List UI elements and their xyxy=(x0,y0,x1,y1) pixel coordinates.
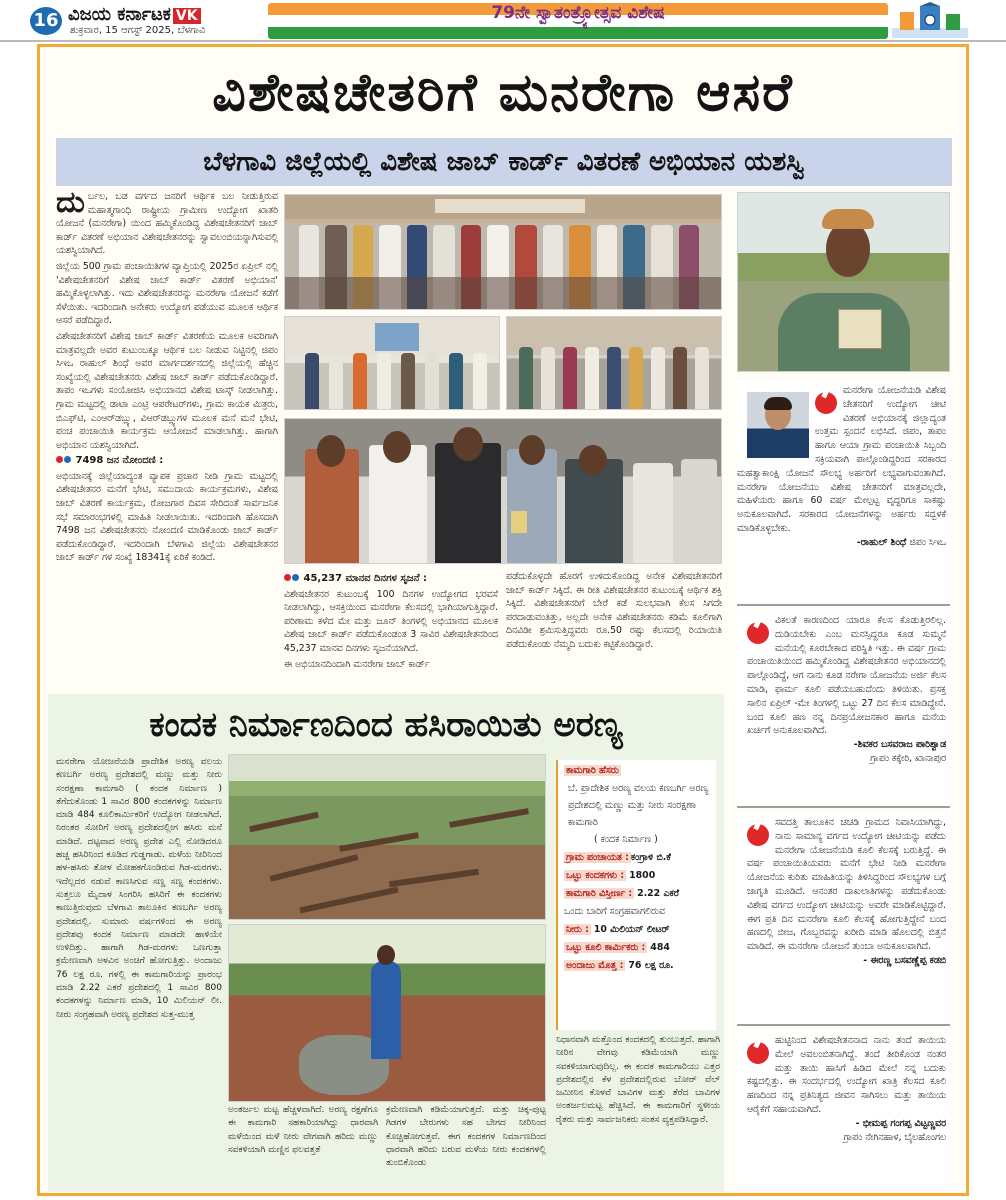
article-paragraph: ವಿಶೇಷಚೇತನರಿಗೆ ವಿಶೇಷ ಜಾಬ್ ಕಾರ್ಡ್ ವಿತರಣೆಯ ಮೂಲಕ ಅವರಿಗಾಗಿ ಮಾತ್ರವಲ್ಲದೇ ಅವರ ಕುಟುಂಬಕ್ಕೂ ಆರ್ಥಿಕ ಬಲ ನೀಡುವ ನಿಟ್ಟಿನಲ್ಲಿ ಜಿಪಂ ಸಿಇಒ ರಾಹುಲ್ ಶಿಂಧೆ ಅವರ ಮಾರ್ಗದರ್ಶನದಲ್ಲಿ ಜಿಲ್ಲೆಯಲ್ಲಿ ಹೆಚ್ಚಿನ ಸಂಖ್ಯೆಯಲ್ಲಿ ವಿಶೇಷಚೇತನರು ವಿಶೇಷ ಜಾಬ್ ಕಾರ್ಡ್ ಪಡೆದುಕೊಂಡಿದ್ದಾರೆ. ತಾಪಂ ಇಒಗಳು ಸಂಯೋಜಿಸಿ ಅಭಿಯಾನದ ವಿಶೇಷ ಟಾಸ್ಕ್ ನೀಡಲಾಗಿತ್ತು. ಗ್ರಾಮ ಮಟ್ಟದಲ್ಲಿ ಡಾಟಾ ಎಂಟ್ರಿ ಆಪರೇಟರ್‌ಗಳು, ಗ್ರಾಮ ಕಾಯಕ ಮಿತ್ರರು, ಬಿಎಫ್‌ಟಿ, ಎಂಆರ್‌ಡಬ್ಲ್ಯು, ವಿಆರ್‌ಡಬ್ಲ್ಯುಗಳ ಮೂಲಕ ಮನೆ ಮನೆ ಭೇಟಿ, ಪಂಚ ಪಂಚಾಯಿತಿ ಕಾರ್ಯಕ್ರಮ ಆಯೋಜನೆ ಮಾಡಲಾಗಿತ್ತು. ಹಾಗಾಗಿ ಅಭಿಯಾನ ಯಶಸ್ವಿಯಾಗಿದೆ. xyxy=(56,330,278,451)
article-paragraph: ನಿಧಾನವಾಗಿ ಮತ್ತೊಂದ ಕಂದಕದಲ್ಲಿ ತುಂಬುತ್ತದೆ. ಹಾಗಾಗಿ ನೀರಿನ ವೇಗವು ಕಡಿಮೆಯಾಗಿ ಮಣ್ಣು ಸವಕಳಿಯಾಗುವುದಿಲ್ಲ. ಈ ಕಂದಕ ಕಾಮಗಾರಿಯು ಎತ್ತರ ಪ್ರದೇಶದಲ್ಲಿನ ಕೆಳ ಪ್ರದೇಶದಲ್ಲಿರುವ ಬೋರ್ ವೆಲ್ ಜಮೀನಿನ ಕೊಳವೆ ಬಾವಿಗಳ ಮತ್ತು ತೆರೆದ ಬಾವಿಗಳ ಅಂತರ್ಜಲಮಟ್ಟ ಹೆಚ್ಚಿಸಿದೆ. ಈ ಕಾಮಗಾರಿಗೆ ಸ್ಥಳೀಯ ರೈತರು ಮತ್ತು ಸಾರ್ವಜನಿಕರು ಸಂತಸ ವ್ಯಕ್ತಪಡಿಸಿದ್ದಾರೆ. xyxy=(556,1035,720,1125)
project-facts-box xyxy=(556,760,716,1030)
quote-mark-icon xyxy=(747,622,769,644)
fact-value: ಕಂಗ್ರಾಳಿ ಬಿ.ಕೆ xyxy=(630,852,671,863)
fact-label: ಗ್ರಾಮ ಪಂಚಾಯತ : xyxy=(566,852,629,863)
quote-attribution xyxy=(747,1117,946,1145)
lead-column-1 xyxy=(56,190,278,688)
group-photo xyxy=(284,194,722,310)
quote-place: ಜಿಪಂ ಸಿಇಒ xyxy=(909,536,946,548)
fact-value: ( ಕಂದಕ ನಿರ್ಮಾಣ ) xyxy=(594,834,658,845)
quote-box-1 xyxy=(737,380,950,606)
bullet-icon xyxy=(64,456,71,463)
pond-photo xyxy=(228,924,546,1102)
fact-label: ಅಂದಾಜು ಮೊತ್ತ : xyxy=(566,960,624,971)
bullet-icon xyxy=(284,574,291,581)
paper-badge: VK xyxy=(173,8,201,24)
fact-label: ಕಾಮಗಾರಿ ಹೆಸರು xyxy=(566,765,619,776)
article-paragraph: ಪಡೆದುಕೊಳ್ಳದೇ ಹೊರಗೆ ಉಳಿದುಕೊಂಡಿದ್ದ ಅನೇಕ ವಿಶೇಷಚೇತನರಿಗೆ ಜಾಬ್ ಕಾರ್ಡ್ ಸಿಕ್ಕಿದೆ. ಈ ರೀತಿ ವಿಶೇಷಚೇತನರ ಕುಟುಂಬಕ್ಕೆ ಆರ್ಥಿಕ ಶಕ್ತಿ ಸಿಕ್ಕಿದೆ. ವಿಶೇಷಚೇತನರಿಗೆ ಬೇರೆ ಕಡೆ ಸುಲಭವಾಗಿ ಕೆಲಸ ಸಿಗದೇ ಪರದಾಡುವಂತಿತ್ತು, ಅಲ್ಲದೇ ಅನೇಕ ವಿಶೇಷಚೇತನರು ಕಡಿಮೆ ಕೂಲಿಗಾಗಿ ದಿನವಿಡೀ ಶ್ರಮಿಸುತ್ತಿದ್ದವರು ರೂ.50 ರಷ್ಟು ಕೆಲಸದಲ್ಲಿ ರಿಯಾಯಿತಿ ಪಡೆದುಕೊಂಡು ನೆಮ್ಮದಿ ಬದುಕು ಕಟ್ಟಿಕೊಂಡಿದ್ದಾರೆ. xyxy=(506,571,722,650)
quote-name: -ರಾಹುಲ್ ಶಿಂಧೆ xyxy=(856,536,907,548)
quote-mark-icon xyxy=(747,824,769,846)
fact-label: ನೀರು : xyxy=(566,924,589,935)
article-paragraph: ಈ ಅಭಿಯಾನದಿಂದಾಗಿ ಮನರೇಗಾ ಜಾಬ್ ಕಾರ್ಡ್ xyxy=(284,658,430,670)
avatar xyxy=(747,392,809,458)
paper-name: ವಿಜಯ ಕರ್ನಾಟಕ xyxy=(68,4,171,25)
quote-text: ಮನರೇಗಾ ಯೋಜನೆಯಡಿ ವಿಶೇಷ ಚೇತನರಿಗೆ ಉದ್ಯೋಗ ಚೀಟಿ ವಿತರಣೆ ಅಭಿಯಾನಕ್ಕೆ ಜಿಲ್ಲಾದ್ಯಂತ ಉತ್ತಮ ಸ್ಪಂದನೆ ಲಭಿಸಿದೆ. ಜಿಪಂ, ತಾಪಂ ಹಾಗೂ ಆಯಾ ಗ್ರಾಮ ಪಂಚಾಯಿತಿ ಸಿಬ್ಬಂದಿ ಸಕ್ರಿಯವಾಗಿ ಪಾಲ್ಗೊಂಡಿದ್ದರಿಂದ ಸರಕಾರದ ಮಹತ್ವಾಕಾಂಕ್ಷಿ ಯೋಜನೆ ಸೌಲಭ್ಯ ಅರ್ಹರಿಗೆ ಲಭ್ಯವಾಗುವಂತಾಗಿದೆ. ಮನರೇಗಾ ಯೋಜನೆಯು ವಿಶೇಷ ಚೇತನರಿಗೆ ಮಾತ್ರವಲ್ಲದೇ, ಮಹಿಳೆಯರು ಹಾಗೂ 60 ವರ್ಷ ಮೇಲ್ಪಟ್ಟ ವೃದ್ಧರಿಗೂ ಸಾಕಷ್ಟು ಅನುಕೂಲವಾಗಿದೆ. ಸರಕಾರದ ಯೋಜನೆಗಳನ್ನು ಅರ್ಹರು ಸದ್ಬಳಕೆ ಮಾಡಿಕೊಳ್ಳಬೇಕು. xyxy=(737,385,946,534)
office-photo xyxy=(506,316,722,410)
quote-box-4 xyxy=(737,1030,950,1188)
article-paragraph: ವಿಶೇಷಚೇತನರ ಕುಟುಂಬಕ್ಕೆ 100 ದಿನಗಳ ಉದ್ಯೋಗದ ಭರವಸೆ ನೀಡಲಾಗಿದ್ದು, ಆಸಕ್ತಿಯಿಂದ ಮನರೇಗಾ ಕೆಲಸದಲ್ಲಿ ಭಾಗಿಯಾಗುತ್ತಿದ್ದಾರೆ. ಪರಿಣಾಮ ಕಳೆದ ಮೇ ಮತ್ತು ಜೂನ್ ತಿಂಗಳಲ್ಲಿ ಅಭಿಯಾನದ ಮೂಲಕ ವಿಶೇಷ ಜಾಬ್ ಕಾರ್ಡ್ ಪಡೆದುಕೊಂಡಂತ 3 ಸಾವಿರ ವಿಶೇಷಚೇತನರಿಂದ 45,237 ಮಾನವ ದಿನಗಳು ಸೃಜನೆಯಾಗಿದೆ. xyxy=(284,588,498,654)
quote-attribution xyxy=(747,954,946,968)
dateline: ಶುಕ್ರವಾರ, 15 ಆಗಸ್ಟ್ 2025, ಬೆಳಗಾವಿ xyxy=(70,25,206,36)
forest-column-3 xyxy=(386,1104,546,1188)
fact-label: ಕಾಮಗಾರಿ ವಿಸ್ತೀರ್ಣ : xyxy=(566,888,633,899)
quote-name: -ಶಿವಕರ ಬಸವರಾಜ ಪಾರಿಶ್ವಾಡ xyxy=(853,739,946,751)
subhead-text: 7498 ಜನ ನೋಂದಣಿ : xyxy=(75,455,164,467)
quote-box-2 xyxy=(737,610,950,808)
bullet-icon xyxy=(56,456,63,463)
forest-story-headline: ಕಂದಕ ನಿರ್ಮಾಣದಿಂದ ಹಸಿರಾಯಿತು ಅರಣ್ಯ xyxy=(149,705,623,745)
quote-text: ಹುಟ್ಟಿನಿಂದ ವಿಶೇಷಚೇತನನಾದ ನಾನು ತಂದೆ ತಾಯಿಯ ಮೇಲೆ ಅವಲಂಬಿತನಾಗಿದ್ದೆ. ತಂದೆ ತೀರಿಕೊಂಡ ನಂತರ ಮತ್ತು ತಾಯಿ ಹಾಸಿಗೆ ಹಿಡಿದ ಮೇಲೆ ನನ್ನ ಬದುಕು ಕಷ್ಟದಲ್ಲಿತ್ತು. ಈ ಸಂದರ್ಭದಲ್ಲಿ ಉದ್ಯೋಗ ಖಾತ್ರಿ ಕೆಲಸದ ಕೂಲಿ ಹಣದಿಂದ ನನ್ನ ಪ್ರತಿನಿತ್ಯದ ಜೀವನ ಸಾಗಿಸಲು ಮತ್ತು ತಾಯಿಯ ಆರೈಕೆಗೆ ಸಹಾಯವಾಗಿದೆ. xyxy=(747,1035,946,1115)
section-subhead xyxy=(56,454,278,468)
masthead xyxy=(0,0,1006,42)
dropcap: ದು xyxy=(56,190,85,220)
lead-column-2 xyxy=(284,570,498,688)
page-subheadline: ಬೆಳಗಾವಿ ಜಿಲ್ಲೆಯಲ್ಲಿ ವಿಶೇಷ ಜಾಬ್ ಕಾರ್ಡ್ ವಿತರಣೆ ಅಭಿಯಾನ ಯಶಸ್ವಿ xyxy=(56,138,952,186)
section-subhead xyxy=(284,572,498,586)
farmer-photo xyxy=(737,192,950,372)
quote-name: - ಈರಣ್ಣ ಬಸವಣ್ಣೆಪ್ಪ ಕಡಬಿ xyxy=(863,954,946,966)
forest-column-4 xyxy=(556,1034,720,1188)
article-paragraph: ಜಿಲ್ಲೆಯ 500 ಗ್ರಾಮ ಪಂಚಾಯಿತಿಗಳ ವ್ಯಾಪ್ತಿಯಲ್ಲಿ 2025ರ ಏಪ್ರಿಲ್ ನಲ್ಲಿ 'ವಿಶೇಷಚೇತನರಿಗೆ ವಿಶೇಷ ಜಾಬ್ ಕಾರ್ಡ್ ವಿತರಣೆ ಅಭಿಯಾನ' ಹಮ್ಮಿಕೊಳ್ಳಲಾಗಿತ್ತು. ಇದು ವಿಶೇಷಚೇತನರನ್ನು ಮನರೇಗಾ ಯೋಜನೆ ಕಡೆಗೆ ಸೆಳೆಯಿತು. ಇದರಿಂದಾಗಿ ಅನೇಕರು ಉದ್ಯೋಗ ಪಡೆಯುವ ಮೂಲಕ ಆರ್ಥಿಕ ಆಸರೆ ಪಡೆದಿದ್ದಾರೆ. xyxy=(56,260,278,327)
trench-photo xyxy=(228,754,546,920)
fact-value: ಬೆ. xyxy=(568,783,578,794)
fact-value: 76 ಲಕ್ಷ ರೂ. xyxy=(628,960,674,971)
page-headline: ವಿಶೇಷಚೇತರಿಗೆ ಮನರೇಗಾ ಆಸರೆ xyxy=(212,63,794,123)
independence-day-icon xyxy=(890,2,970,40)
bullet-icon xyxy=(292,574,299,581)
quote-mark-icon xyxy=(815,392,837,414)
fact-note: ಒಂದು ಬಾರಿಗೆ ಸಂಗ್ರಹವಾಗಲಿರುವ xyxy=(564,906,665,917)
quote-attribution xyxy=(737,536,946,550)
article-paragraph: ಮನರೇಗಾ ಯೋಜನೆಯಡಿ ಪ್ರಾದೇಶಿಕ ಅರಣ್ಯ ವಲಯ ಕಣಬರ್ಗಿ ಅರಣ್ಯ ಪ್ರದೇಶದಲ್ಲಿ ಮಣ್ಣು ಮತ್ತು ನೀರು ಸಂರಕ್ಷಣಾ ಕಾಮಗಾರಿ ( ಕಂದಕ ನಿರ್ಮಾಣ ) ತೆಗೆದುಕೊಂಡು 1 ಸಾವಿರ 800 ಕಂದಕಗಳನ್ನು ನಿರ್ಮಾಣ ಮಾಡಿ 484 ಕೂಲಿಕಾರ್ಮಿಕರಿಗೆ ಉದ್ಯೋಗ ನೀಡಲಾಗಿದೆ. ನಿರಂತರ ಸೋರಿಗೆ ಅರಣ್ಯ ಪ್ರದೇಶದಲ್ಲೀಗ ಹಸಿರು ಮನೆ ಮಾಡಿದೆ. ದಟ್ಟವಾದ ಅರಣ್ಯ ಪ್ರದೇಶ ಎಲ್ಲಿ ನೋಡಿದರೂ ಹಚ್ಚ ಹಸಿರಿನಿಂದ ಕೂಡಿದ ಗುಡ್ಡಗಾಡು. ಮಳೆಯ ನೀರಿನಿಂದ ಹಳ-ಹಸಿರು ತೋಳ ಮೋಹಕಗೊಂಡಿರುವ ಗಿಡ-ಮರಗಳು. ಇದೆಲ್ಲದರ ನಡುವೆ ಕಾಣಸಿಗುವ ಸಣ್ಣ ಸಣ್ಣ ಕಂದಕಗಳು. ಸುತ್ತಲೂ ಮೈದಾಳ ಸಿಂಗರಿಸಿ ಹಸಿರಿಗೆ ಈ ಕಂದಕಗಳು ಕಾಣುತ್ತಿರುವುದು ಬೆಳಗಾವಿ ತಾಲೂಕಿನ ಕಣಬರ್ಗಿ ಅರಣ್ಯ ಪ್ರದೇಶದಲ್ಲಿ. ಸುಮಾರು ವರ್ಷಗಳಿಂದ ಈ ಅರಣ್ಯ ಪ್ರದೇಶವು ಕಂದಕ ನಿರ್ಮಾಣ ಮಾಡದೇ ಹಾಳಿಯೇ ಉಳಿದಿತ್ತು. ಹಾಗಾಗಿ ಗಿಡ-ಮರಗಳು ಒಣಗುತ್ತಾ ಕ್ರಮೇಣವಾಗಿ ಅಳವಿನ ಅಂಚಿಗೆ ಹೋಗುತ್ತಿತ್ತು. ಅಂದಾಜು 76 ಲಕ್ಷ ರೂ. ಗಳಲ್ಲಿ ಈ ಕಾಮಗಾರಿಯನ್ನು ಪ್ರಾರಂಭ ಮಾಡಿ 2.22 ಎಕರೆ ಪ್ರದೇಶದಲ್ಲಿ 1 ಸಾವಿರ 800 ಕಂದಕಗಳನ್ನು ನಿರ್ಮಾಣ ಮಾಡಿ, 10 ಮಿಲಿಯನ್ ಲೀ. ನೀರು ಸಂಗ್ರಹವಾಗಿ ಅರಣ್ಯ ಪ್ರದೇಶದ ಸುತ್ತ-ಮುತ್ತ xyxy=(56,757,222,1020)
fact-value: 1800 xyxy=(629,870,656,881)
fact-value: 484 xyxy=(650,942,670,953)
fact-value: 2.22 ಎಕರೆ xyxy=(637,888,680,899)
article-paragraph: ಅಂತರ್ಜಲ ಮಟ್ಟ ಹೆಚ್ಚಳವಾಗಿದೆ. ಅರಣ್ಯ ರಕ್ಷಣೆಗೂ ಈ ಕಾಮಗಾರಿ ಸಹಕಾರಿಯಾಗಿದ್ದು ಧಾರವಾಗಿ ಮಳೆಯಿಂದ ಮಳೆ ನೀರು ವೇಗವಾಗಿ ಹರಿದು ಮಣ್ಣು ಸವಕಳಿಯಾಗಿ ಮಣ್ಣಿನ ಫಲವತ್ತತೆ xyxy=(228,1105,378,1155)
card-distribution-photo xyxy=(284,418,722,564)
quote-text: ವಿಕಲತೆ ಕಾರಣದಿಂದ ಯಾರೂ ಕೆಲಸ ಕೊಡುತ್ತಿರಲಿಲ್ಲ. ದುಡಿಯಬೇಕು ಎಂಬ ಮನಸ್ಸಿದ್ದರೂ ಕೂಡ ಸುಮ್ಮನೆ ಮನೆಯಲ್ಲಿ ಕೂರಬೇಕಾದ ಪರಿಸ್ಥಿತಿ ಇತ್ತು. ಈ ವರ್ಷ ಗ್ರಾಮ ಪಂಚಾಯಿತಿಯಿಂದ ಹಮ್ಮಿಕೊಂಡಿದ್ದ ವಿಶೇಷಚೇತನರ ಅಭಿಯಾನದಲ್ಲಿ ಪಾಲ್ಗೊಂಡಿದ್ದೆ, ಆಗ ನಾನು ಕೂಡ ನರೇಗಾ ಯೋಜನೆಯ ಅರ್ಜಿ ಕೆಲಸ ಮಾಡಿ, ಫಾರ್ಮ ಕೂಲಿ ಪಡೆಯಬಹುದೆಂದು ತಿಳಿಯಿತು. ಪ್ರಸಕ್ತ ಸಾಲಿನ ಏಪ್ರಿಲ್ -ಮೇ ತಿಂಗಳಲ್ಲಿ ಒಟ್ಟು 27 ದಿನ ಕೆಲಸ ಮಾಡಿದ್ದೇನೆ. ಬಂದ ಕೂಲಿ ಹಣ ನನ್ನ ದಿನಪ್ರಯೋಜನಕಾರ ಹಾಗೂ ಮನೆಯ ಖರ್ಚಿಗೆ ಅನುಕೂಲವಾಗಿದೆ. xyxy=(747,615,946,737)
quote-mark-icon xyxy=(747,1042,769,1064)
paper-logo xyxy=(68,4,201,25)
article-paragraph: ರ್ಬಲ, ಬಡ ವರ್ಗದ ಜನರಿಗೆ ಆರ್ಥಿಕ ಬಲ ನೀಡುತ್ತಿರುವ ಮಹಾತ್ಮಗಾಂಧಿ ರಾಷ್ಟ್ರೀಯ ಗ್ರಾಮೀಣ ಉದ್ಯೋಗ ಖಾತರಿ ಯೋಜನೆ (ಮನರೇಗಾ) ಯಿಂದ ಹಮ್ಮಿಕೊಂಡಿದ್ದ ವಿಶೇಷಚೇತನರಿಗೆ ಜಾಬ್ ಕಾರ್ಡ್ ವಿತರಣೆ ಅಭಿಯಾನ ವಿಶೇಷಚೇತನರನ್ನು ಸ್ವಾವಲಂಬಿಯನ್ನಾಗಿಸುವಲ್ಲಿ ಯಶಸ್ವಿಯಾಗಿದೆ. xyxy=(56,191,278,257)
forest-column-2 xyxy=(228,1104,378,1188)
fact-value: 10 ಮಿಲಿಯನ್ ಲೀಟರ್ xyxy=(593,924,670,935)
quote-attribution xyxy=(747,738,946,766)
forest-column-1 xyxy=(56,756,222,1188)
fact-label: ಒಟ್ಟು ಕೂಲಿ ಕಾರ್ಮಿಕರು : xyxy=(566,942,646,953)
quote-text: ಸವದತ್ತಿ ತಾಲೂಕಿನ ಚಚಡಿ ಗ್ರಾಮದ ನಿವಾಸಿಯಾಗಿದ್ದು, ನಾನು ಸಾಮಾನ್ಯ ವರ್ಗದ ಉದ್ಯೋಗ ಚೀಟಿಯನ್ನು ಪಡೆದು ಮನರೇಗಾ ಯೋಜನೆಯಡಿ ಕೂಲಿ ಕೆಲಸಕ್ಕೆ ಬರುತ್ತಿದ್ದೆ. ಈ ವರ್ಷ ಪಂಚಾಯಿತಿಯವರು ಮನೆಗೆ ಭೇಟಿ ನೀಡಿ ಮನರೇಗಾ ಯೋಜನೆಯ ಕುರಿತು ಮಾಹಿತಿಯನ್ನು ತಿಳಿಸಿದ್ದರಿಂದ ಸೌಲಭ್ಯಗಳ ಬಗ್ಗೆ ಜಾಗೃತಿ ಮೂಡಿದೆ. ಆನಂತರ ದಾಖಲಾತಿಗಳನ್ನು ಪಡೆದುಕೊಂಡು ವಿಶೇಷ ವರ್ಗದ ಉದ್ಯೋಗ ಚೀಟಿಯನ್ನು ಅವರೇ ಮಾಡಿಕೊಟ್ಟಿದ್ದಾರೆ. ಈಗ ಪ್ರತಿ ದಿನ ಮನರೇಗಾ ಕೂಲಿ ಕೆಲಸಕ್ಕೆ ಹೋಗುತ್ತಿದ್ದೇನೆ ಬಂದ ಹಣದಲ್ಲಿ ಬೀಜ, ಗೊಬ್ಬರವನ್ನು ಖರೀದಿ ಮಾಡಿ ಹೊಲದಲ್ಲಿ ಬಿತ್ತನೆ ಮಾಡಿದೆ. ಈ ಮನರೇಗಾ ಯೋಜನೆ ತುಂಬಾ ಅನುಕೂಲವಾಗಿದೆ. xyxy=(747,817,946,953)
village-photo xyxy=(284,316,500,410)
fact-value: ಪ್ರಾದೇಶಿಕ ಅರಣ್ಯ ವಲಯ ಕಣಬರ್ಗಿ ಅರಣ್ಯ ಪ್ರದೇಶದಲ್ಲಿ ಮಣ್ಣು ಮತ್ತು ನೀರು ಸಂರಕ್ಷಣಾ ಕಾಮಗಾರಿ xyxy=(568,783,709,828)
fact-label: ಒಟ್ಟು ಕಂದಕಗಳು : xyxy=(566,870,625,881)
quote-place: ಗ್ರಾಪಂ ಕಕ್ಕೇರಿ, ಖಾನಾಪುರ xyxy=(870,752,946,764)
page-number: 16 xyxy=(30,7,62,35)
tricolor-banner xyxy=(268,3,888,39)
article-paragraph: ಅಭಿಯಾನಕ್ಕೆ ಜಿಲ್ಲೆಯಾದ್ಯಂತ ವ್ಯಾಪಕ ಪ್ರಚಾರ ನೀಡಿ ಗ್ರಾಮ ಮಟ್ಟದಲ್ಲಿ ವಿಶೇಷಚೇತನರ ಮನೆಗೆ ಭೇಟಿ, ಸಮುದಾಯ ಕಾರ್ಯಕ್ರಮಗಳು, ವಿಶೇಷ ಜಾಬ್ ವಿತರಣೆ ಕಾರ್ಯಕ್ರಮ, ರೋಜಗಾರ ದಿವಸ ಸೇರಿದಂತೆ ಸಾರ್ವಜನಿಕ ಸಭೆ ಸಮಾರಂಭಗಳಲ್ಲಿ ಮಾಹಿತಿ ನೀಡಲಾಯಿತು. ಇದರಿಂದಾಗಿ ಹೊಸದಾಗಿ 7498 ಜನ ವಿಶೇಷಚೇತನರು ನೋಂದಣಿ ಮಾಡಿಕೊಂಡು ಜಾಬ್ ಕಾರ್ಡ್ ಪಡೆದುಕೊಂಡಿದ್ದಾರೆ. ಇದರಿಂದಾಗಿ ಬೆಳಗಾವಿ ಜಿಲ್ಲೆಯ ವಿಶೇಷಚೇತನರ ಜಾಬ್ ಕಾರ್ಡ್ ಗಳ ಸಂಖ್ಯೆ 18341ಕ್ಕೆ ಏರಿಕೆ ಕಂಡಿದೆ. xyxy=(56,470,278,564)
subhead-text: 45,237 ಮಾನವ ದಿನಗಳ ಸೃಜನೆ : xyxy=(303,573,428,584)
quote-place: ಗ್ರಾಪಂ ನೇಗಿನಹಾಳ, ಬೈಲಹೊಂಗಲ xyxy=(843,1131,946,1143)
lead-column-3 xyxy=(506,570,722,688)
quote-box-3 xyxy=(737,812,950,1026)
quote-name: - ಭೀಮಪ್ಪ ಗಂಗಪ್ಪ ವಿಟ್ಟಣ್ಣವರ xyxy=(855,1117,946,1129)
special-banner-title: 79ನೇ ಸ್ವಾತಂತ್ರ್ಯೋತ್ಸವ ವಿಶೇಷ xyxy=(491,3,665,23)
article-paragraph: ಕ್ರಮೇಣವಾಗಿ ಕಡಿಮೆಯಾಗುತ್ತದೆ. ಮತ್ತು ಚಿಕ್ಕ-ಪುಟ್ಟ ಗಿಡಗಳ ಬೇರುಗಳು ಸಹ ಬೇಗದ ನೀರಿನಿಂದ ಕೊಚ್ಚಿಹೋಗುತ್ತವೆ. ಈಗ ಕಂದಕಗಳ ನಿರ್ಮಾಣದಿಂದ ಧಾರವಾಗಿ ಹರಿದು ಬರುವ ಮಳೆಯ ನೀರು ಕಂದಕಗಳಲ್ಲಿ ತುಂಬಿಕೊಂಡು xyxy=(386,1105,546,1169)
